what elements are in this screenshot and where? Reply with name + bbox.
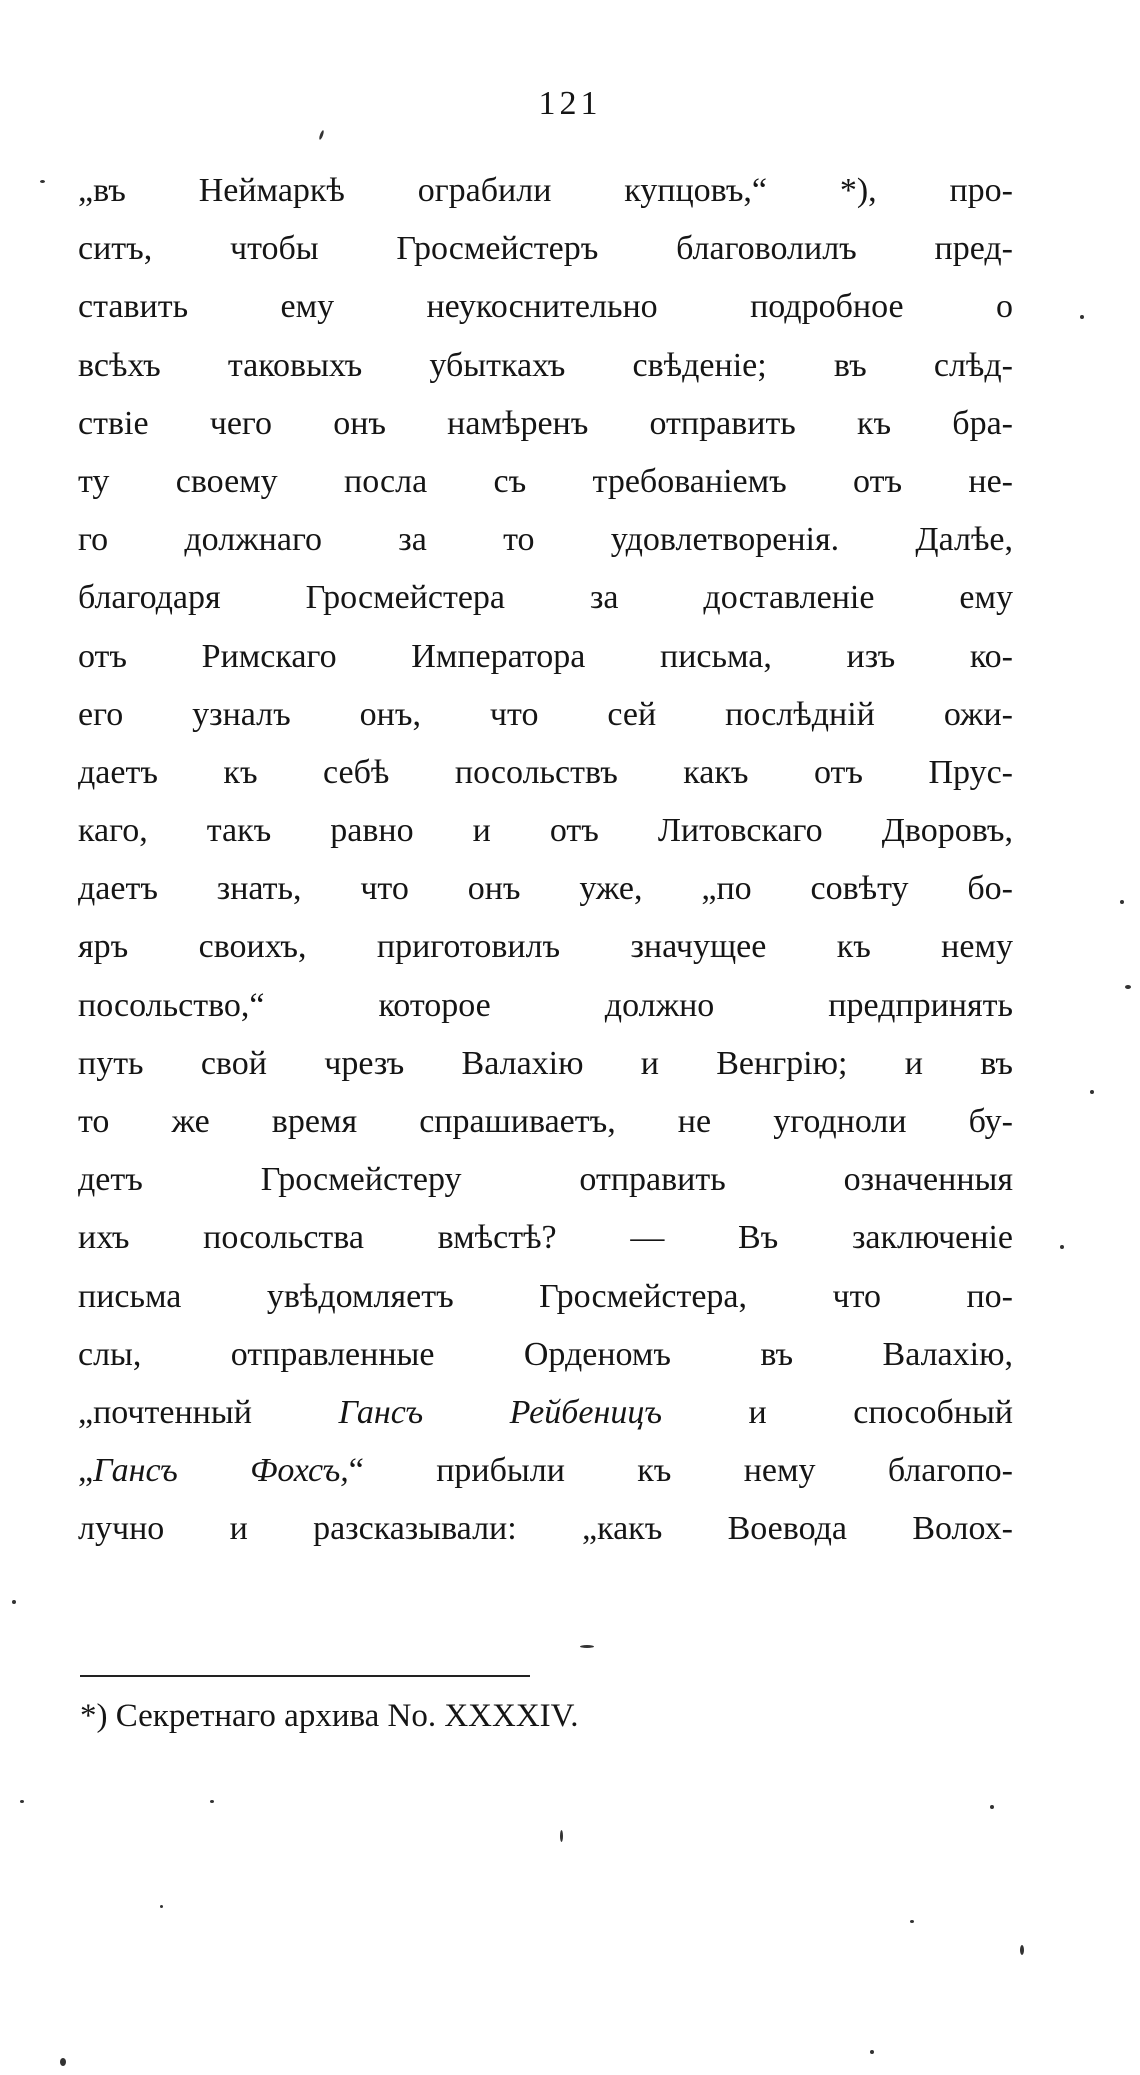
scan-speck — [210, 1800, 214, 1803]
text-line-17: то же время спрашиваетъ, не угодноли бу- — [78, 1103, 1013, 1140]
footnote-separator — [80, 1675, 530, 1677]
text-line-3: ставить ему неукоснительно подробное о — [78, 288, 1013, 326]
text-line-1: „въ Неймаркѣ ограбили купцовъ,“ *), про- — [78, 172, 1013, 209]
scan-speck — [1060, 1245, 1064, 1249]
scan-speck — [1125, 985, 1131, 989]
scan-speck — [560, 1830, 563, 1842]
scan-speck — [318, 130, 324, 140]
text-line-23 — [78, 1442, 1013, 1500]
line-23-before: „ — [78, 1452, 94, 1490]
scan-speck — [870, 2050, 874, 2054]
scan-speck — [1090, 1090, 1094, 1094]
scan-speck — [12, 1600, 16, 1604]
name-fochs: Гансъ Фохсъ, — [93, 1452, 349, 1490]
text-line-24: лучно и разсказывали: „какъ Воевода Волох- — [78, 1510, 1013, 1548]
text-line-15: посольство,“ которое должно предпринять — [78, 986, 1013, 1024]
scan-speck — [1020, 1945, 1024, 1955]
line-23-after: “ прибыли къ нему благопо- — [348, 1452, 1013, 1490]
text-line-10: его узналъ онъ, что сей послѣдній ожи- — [78, 695, 1013, 733]
text-line-8: благодаря Гросмейстера за доставленіе ему — [78, 579, 1013, 617]
text-line-14: яръ своихъ, приготовилъ значущее къ нему — [78, 928, 1013, 966]
scan-speck — [910, 1920, 914, 1923]
body-text — [78, 162, 1013, 1559]
text-line-19: ихъ посольства вмѣстѣ? — Въ заключеніе — [78, 1219, 1013, 1257]
footnote: *) Секретнаго архива No. XXXXIV. — [80, 1698, 579, 1734]
scan-speck — [990, 1805, 994, 1809]
text-line-5: ствіе чего онъ намѣренъ отправить къ бра- — [78, 404, 1013, 442]
text-line-4: всѣхъ таковыхъ убыткахъ свѣденіе; въ слѣд- — [78, 346, 1013, 384]
scan-speck — [1080, 315, 1084, 319]
text-line-2: ситъ, чтобы Гросмейстеръ благоволилъ пред- — [78, 230, 1013, 268]
scan-speck — [40, 180, 45, 183]
text-line-9: отъ Римскаго Императора письма, изъ ко- — [78, 637, 1013, 675]
text-line-22 — [78, 1384, 1013, 1442]
text-line-16: путь свой чрезъ Валахію и Венгрію; и въ — [78, 1044, 1013, 1082]
text-line-13: даетъ знать, что онъ уже, „по совѣту бо- — [78, 870, 1013, 908]
name-reibenitz: Гансъ Рейбеницъ — [338, 1393, 662, 1431]
scan-speck — [60, 2058, 66, 2066]
scan-speck — [580, 1645, 594, 1648]
text-line-7: го должнаго за то удовлетворенія. Далѣе, — [78, 521, 1013, 559]
scan-speck — [1120, 900, 1124, 904]
page-number: 121 — [538, 85, 602, 122]
scan-speck — [160, 1905, 163, 1908]
line-22-after: и способный — [661, 1393, 1013, 1431]
scan-speck — [20, 1800, 24, 1803]
text-line-12: каго, такъ равно и отъ Литовскаго Дворовъ, — [78, 812, 1013, 850]
text-line-11: даетъ къ себѣ посольствъ какъ отъ Прус- — [78, 753, 1013, 791]
text-line-20: письма увѣдомляетъ Гросмейстера, что по- — [78, 1277, 1013, 1315]
text-line-18: детъ Гросмейстеру отправить означенныя — [78, 1161, 1013, 1199]
line-22-before: „почтенный — [78, 1393, 339, 1431]
text-line-21: слы, отправленные Орденомъ въ Валахію, — [78, 1335, 1013, 1373]
text-line-6: ту своему посла съ требованіемъ отъ не- — [78, 462, 1013, 500]
